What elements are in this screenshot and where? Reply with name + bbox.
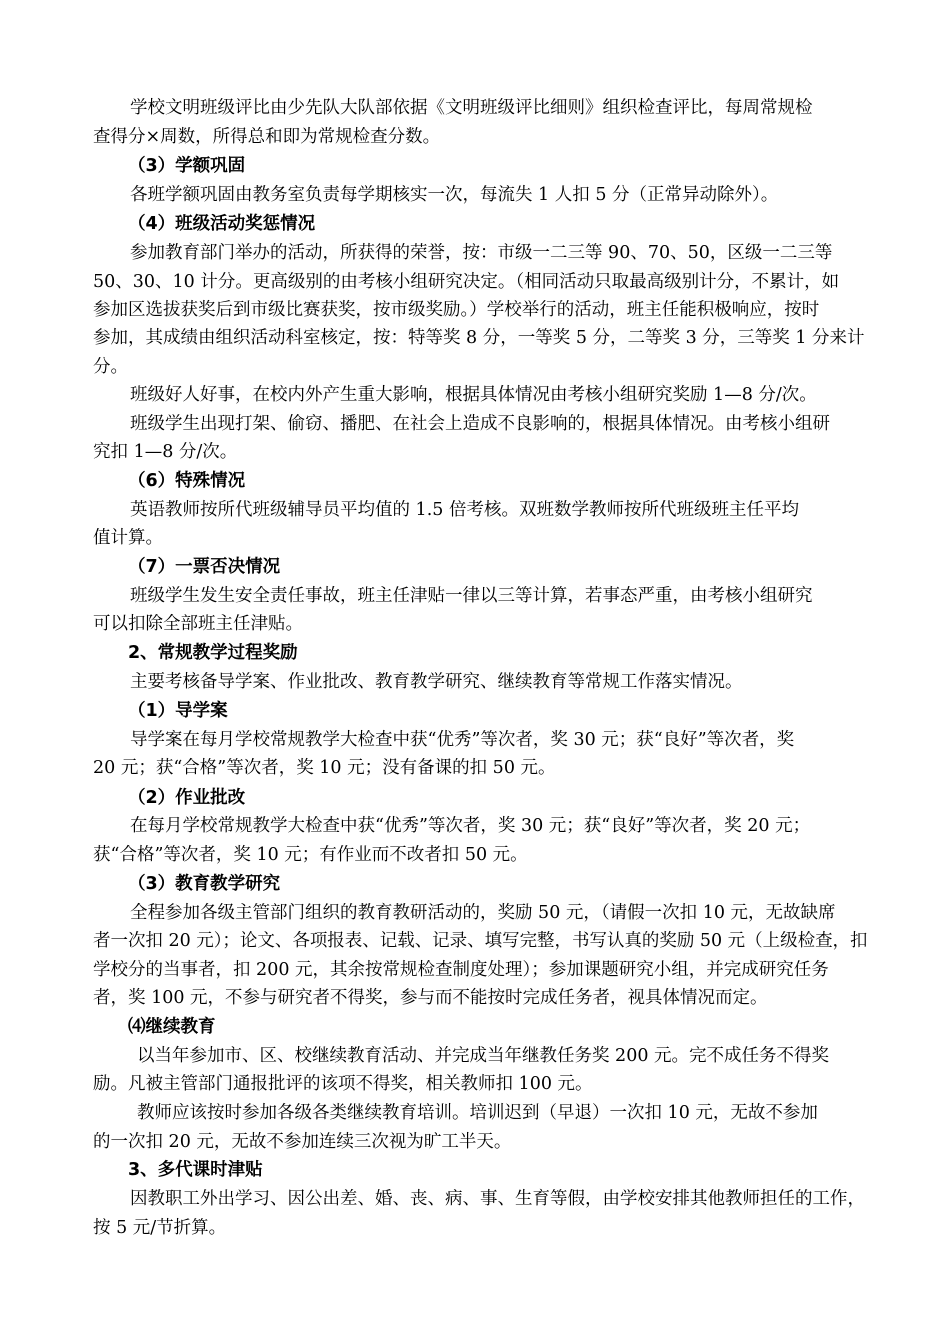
paragraph-line: 查得分×周数，所得总和即为常规检查分数。 bbox=[93, 127, 441, 147]
paragraph-line: 因教职工外出学习、因公出差、婚、丧、病、事、生育等假，由学校安排其他教师担任的工作， bbox=[130, 1189, 865, 1209]
section-heading: 2、常规教学过程奖励 bbox=[128, 643, 298, 663]
paragraph-line: 获“合格”等次者，奖 10 元；有作业而不改者扣 50 元。 bbox=[93, 845, 528, 865]
section-heading: ⑷继续教育 bbox=[128, 1017, 216, 1037]
paragraph-line: 教师应该按时参加各级各类继续教育培训。培训迟到（早退）一次扣 10 元，无故不参加 bbox=[137, 1103, 818, 1123]
section-heading: 3、多代课时津贴 bbox=[128, 1160, 263, 1180]
section-heading: （7）一票否决情况 bbox=[128, 557, 281, 577]
section-heading: （6）特殊情况 bbox=[128, 471, 246, 491]
paragraph-line: 在每月学校常规教学大检查中获“优秀”等次者，奖 30 元；获“良好”等次者，奖 20 元； bbox=[130, 816, 811, 836]
paragraph-line: 分。 bbox=[93, 357, 128, 377]
section-heading: （2）作业批改 bbox=[128, 788, 246, 808]
section-heading: （4）班级活动奖惩情况 bbox=[128, 214, 316, 234]
paragraph-line: 可以扣除全部班主任津贴。 bbox=[93, 614, 303, 634]
paragraph-line: 的一次扣 20 元，无故不参加连续三次视为旷工半天。 bbox=[93, 1132, 512, 1152]
section-heading: （3）学额巩固 bbox=[128, 156, 246, 176]
paragraph-line: 50、30、10 计分。更高级别的由考核小组研究决定。（相同活动只取最高级别计分，不累计，如 bbox=[93, 272, 840, 292]
paragraph-line: 者一次扣 20 元）；论文、各项报表、记载、记录、填写完整，书写认真的奖励 50 元（上级检查，扣 bbox=[93, 931, 868, 951]
paragraph-line: 励。凡被主管部门通报批评的该项不得奖，相关教师扣 100 元。 bbox=[93, 1074, 593, 1094]
paragraph-line: 班级好人好事，在校内外产生重大影响，根据具体情况由考核小组研究奖励 1—8 分/次。 bbox=[130, 385, 817, 405]
paragraph-line: 英语教师按所代班级辅导员平均值的 1.5 倍考核。双班数学教师按所代班级班主任平均 bbox=[130, 500, 799, 520]
paragraph-line: 按 5 元/节折算。 bbox=[93, 1218, 227, 1238]
paragraph-line: 参加教育部门举办的活动，所获得的荣誉，按：市级一二三等 90、70、50，区级一二三等 bbox=[130, 243, 833, 263]
paragraph-line: 究扣 1—8 分/次。 bbox=[93, 442, 238, 462]
paragraph-line: 值计算。 bbox=[93, 528, 163, 548]
paragraph-line: 参加区选拔获奖后到市级比赛获奖，按市级奖励。）学校举行的活动，班主任能积极响应，按时 bbox=[93, 300, 820, 320]
paragraph-line: 班级学生出现打架、偷窃、播肥、在社会上造成不良影响的，根据具体情况。由考核小组研 bbox=[130, 414, 830, 434]
paragraph-line: 各班学额巩固由教务室负责每学期核实一次，每流失 1 人扣 5 分（正常异动除外）。 bbox=[130, 185, 779, 205]
paragraph-line: 学校文明班级评比由少先队大队部依据《文明班级评比细则》组织检查评比，每周常规检 bbox=[130, 98, 813, 118]
paragraph-line: 者，奖 100 元，不参与研究者不得奖，参与而不能按时完成任务者，视具体情况而定。 bbox=[93, 988, 768, 1008]
section-heading: （1）导学案 bbox=[128, 701, 228, 721]
paragraph-line: 全程参加各级主管部门组织的教育教研活动的，奖励 50 元，（请假一次扣 10 元，无故缺席 bbox=[130, 903, 836, 923]
paragraph-line: 学校分的当事者，扣 200 元，其余按常规检查制度处理）；参加课题研究小组，并完成研究任务 bbox=[93, 960, 829, 980]
paragraph-line: 参加，其成绩由组织活动科室核定，按：特等奖 8 分，一等奖 5 分，二等奖 3 分，三等奖 1 分来计 bbox=[93, 328, 865, 348]
paragraph-line: 班级学生发生安全责任事故，班主任津贴一律以三等计算，若事态严重，由考核小组研究 bbox=[130, 586, 813, 606]
paragraph-line: 主要考核备导学案、作业批改、教育教学研究、继续教育等常规工作落实情况。 bbox=[130, 672, 743, 692]
section-heading: （3）教育教学研究 bbox=[128, 874, 281, 894]
paragraph-line: 20 元；获“合格”等次者，奖 10 元；没有备课的扣 50 元。 bbox=[93, 758, 556, 778]
paragraph-line: 导学案在每月学校常规教学大检查中获“优秀”等次者，奖 30 元；获“良好”等次者，奖 bbox=[130, 730, 795, 750]
paragraph-line: 以当年参加市、区、校继续教育活动、并完成当年继教任务奖 200 元。完不成任务不得奖 bbox=[137, 1046, 830, 1066]
